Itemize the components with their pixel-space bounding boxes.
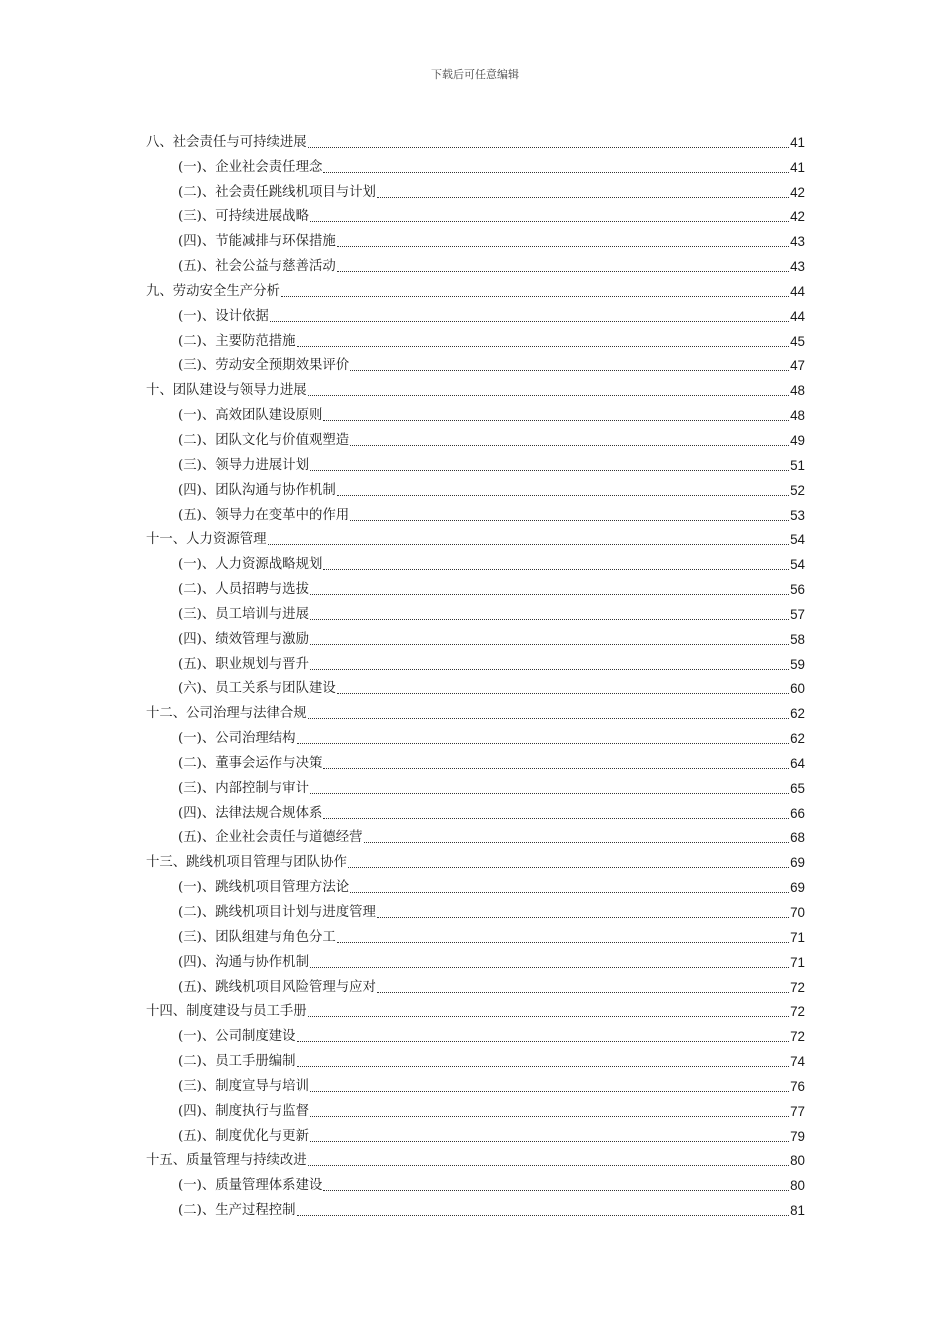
toc-dot-leader: [350, 892, 789, 893]
toc-page-number: 48: [790, 383, 805, 399]
toc-entry-title: (四)、节能减排与环保措施: [178, 234, 336, 250]
toc-entry-title: (三)、制度宣导与培训: [178, 1078, 309, 1094]
toc-entry-title: (三)、劳动安全预期效果评价: [178, 358, 350, 374]
toc-dot-leader: [323, 569, 789, 570]
toc-dot-leader: [350, 445, 789, 446]
toc-page-number: 43: [790, 259, 805, 275]
toc-dot-leader: [308, 147, 789, 148]
toc-dot-leader: [323, 1190, 789, 1191]
toc-section-entry[interactable]: [146, 972, 805, 997]
toc-page-number: 62: [790, 706, 805, 722]
toc-section-entry[interactable]: [146, 202, 805, 227]
toc-entry-title: (一)、企业社会责任理念: [178, 159, 323, 175]
toc-page-number: 44: [790, 308, 805, 324]
toc-page-number: 81: [790, 1203, 805, 1219]
toc-entry-title: (二)、团队文化与价值观塑造: [178, 432, 350, 448]
toc-dot-leader: [377, 197, 789, 198]
toc-dot-leader: [310, 594, 789, 595]
toc-entry-title: 十三、跳线机项目管理与团队协作: [146, 855, 347, 871]
toc-page-number: 60: [790, 681, 805, 697]
toc-entry-title: (三)、团队组建与角色分工: [178, 929, 336, 945]
toc-entry-title: (三)、内部控制与审计: [178, 780, 309, 796]
toc-chapter-entry[interactable]: [146, 698, 805, 723]
page-header: 下载后可任意编辑: [431, 68, 519, 81]
toc-page-number: 80: [790, 1178, 805, 1194]
toc-page-number: 71: [790, 954, 805, 970]
toc-page-number: 76: [790, 1078, 805, 1094]
toc-entry-title: (一)、跳线机项目管理方法论: [178, 880, 350, 896]
toc-chapter-entry[interactable]: [146, 847, 805, 872]
toc-chapter-entry[interactable]: [146, 375, 805, 400]
toc-dot-leader: [310, 470, 789, 471]
toc-dot-leader: [297, 743, 790, 744]
toc-dot-leader: [337, 693, 789, 694]
toc-page-number: 69: [790, 855, 805, 871]
toc-page-number: 54: [790, 532, 805, 548]
toc-entry-title: (三)、员工培训与进展: [178, 606, 309, 622]
toc-entry-title: (四)、制度执行与监督: [178, 1103, 309, 1119]
toc-dot-leader: [308, 718, 789, 719]
toc-section-entry[interactable]: [146, 624, 805, 649]
toc-section-entry[interactable]: [146, 400, 805, 425]
toc-entry-title: (四)、团队沟通与协作机制: [178, 482, 336, 498]
toc-page-number: 74: [790, 1054, 805, 1070]
toc-entry-title: (二)、跳线机项目计划与进度管理: [178, 905, 376, 920]
toc-page-number: 45: [790, 333, 805, 349]
toc-section-entry[interactable]: [146, 1195, 805, 1220]
toc-page-number: 71: [790, 929, 805, 945]
toc-section-entry[interactable]: [146, 500, 805, 525]
toc-entry-title: (四)、法律法规合规体系: [178, 805, 323, 821]
toc-section-entry[interactable]: [146, 1121, 805, 1146]
toc-entry-title: 九、劳动安全生产分析: [146, 283, 280, 299]
toc-dot-leader: [310, 221, 789, 222]
toc-section-entry[interactable]: [146, 549, 805, 574]
toc-entry-title: (一)、高效团队建设原则: [178, 408, 323, 424]
toc-page-number: 69: [790, 880, 805, 896]
toc-dot-leader: [310, 1091, 789, 1092]
toc-dot-leader: [377, 992, 789, 993]
toc-dot-leader: [270, 321, 789, 322]
toc-dot-leader: [297, 1066, 790, 1067]
toc-page-number: 58: [790, 631, 805, 647]
table-of-contents: [146, 127, 805, 1220]
toc-page-number: 64: [790, 755, 805, 771]
toc-section-entry[interactable]: [146, 351, 805, 376]
toc-dot-leader: [350, 370, 789, 371]
toc-section-entry[interactable]: [146, 1170, 805, 1195]
toc-page-number: 72: [790, 979, 805, 995]
toc-page-number: 51: [790, 457, 805, 473]
toc-page-number: 41: [790, 159, 805, 175]
toc-page-number: 49: [790, 432, 805, 448]
toc-section-entry[interactable]: [146, 450, 805, 475]
toc-section-entry[interactable]: [146, 425, 805, 450]
toc-dot-leader: [310, 669, 789, 670]
toc-dot-leader: [297, 1215, 790, 1216]
toc-section-entry[interactable]: [146, 152, 805, 177]
toc-section-entry[interactable]: [146, 823, 805, 848]
toc-section-entry[interactable]: [146, 674, 805, 699]
toc-chapter-entry[interactable]: [146, 1146, 805, 1171]
toc-dot-leader: [323, 818, 789, 819]
toc-section-entry[interactable]: [146, 872, 805, 897]
toc-dot-leader: [350, 520, 789, 521]
toc-entry-title: (一)、公司治理结构: [178, 731, 296, 747]
toc-section-entry[interactable]: [146, 649, 805, 674]
toc-page-number: 41: [790, 134, 805, 150]
toc-entry-title: (二)、董事会运作与决策: [178, 755, 323, 771]
toc-entry-title: (五)、职业规划与晋升: [178, 656, 309, 672]
toc-dot-leader: [323, 172, 789, 173]
toc-page-number: 48: [790, 408, 805, 424]
toc-dot-leader: [323, 420, 789, 421]
toc-page-number: 57: [790, 606, 805, 622]
toc-section-entry[interactable]: [146, 947, 805, 972]
toc-dot-leader: [308, 1165, 789, 1166]
toc-dot-leader: [348, 867, 789, 868]
toc-page-number: 62: [790, 731, 805, 747]
toc-section-entry[interactable]: [146, 897, 805, 922]
toc-chapter-entry[interactable]: [146, 525, 805, 550]
toc-entry-title: (五)、制度优化与更新: [178, 1128, 309, 1144]
toc-entry-title: (三)、领导力进展计划: [178, 457, 309, 473]
toc-section-entry[interactable]: [146, 1021, 805, 1046]
toc-chapter-entry[interactable]: [146, 276, 805, 301]
toc-section-entry[interactable]: [146, 475, 805, 500]
toc-dot-leader: [297, 1041, 790, 1042]
toc-page-number: 53: [790, 507, 805, 523]
toc-entry-title: (二)、生产过程控制: [178, 1203, 296, 1219]
toc-section-entry[interactable]: [146, 326, 805, 351]
toc-entry-title: 十一、人力资源管理: [146, 532, 267, 548]
toc-section-entry[interactable]: [146, 773, 805, 798]
toc-dot-leader: [337, 495, 789, 496]
toc-page-number: 47: [790, 358, 805, 374]
toc-page-number: 42: [790, 209, 805, 225]
toc-entry-title: (二)、员工手册编制: [178, 1054, 296, 1070]
toc-page-number: 80: [790, 1153, 805, 1169]
toc-page-number: 72: [790, 1004, 805, 1020]
toc-page-number: 44: [790, 283, 805, 299]
toc-section-entry[interactable]: [146, 922, 805, 947]
toc-section-entry[interactable]: [146, 1046, 805, 1071]
toc-dot-leader: [377, 917, 789, 918]
toc-dot-leader: [308, 1016, 789, 1017]
toc-entry-title: (一)、公司制度建设: [178, 1029, 296, 1045]
toc-section-entry[interactable]: [146, 574, 805, 599]
toc-dot-leader: [310, 1116, 789, 1117]
toc-entry-title: 十二、公司治理与法律合规: [146, 706, 307, 722]
toc-page-number: 52: [790, 482, 805, 498]
toc-dot-leader: [310, 644, 789, 645]
toc-dot-leader: [323, 768, 789, 769]
toc-page-number: 65: [790, 780, 805, 796]
toc-page-number: 43: [790, 234, 805, 250]
toc-dot-leader: [310, 793, 789, 794]
toc-entry-title: 十五、质量管理与持续改进: [146, 1153, 307, 1169]
toc-entry-title: (四)、沟通与协作机制: [178, 954, 309, 970]
toc-section-entry[interactable]: [146, 226, 805, 251]
toc-entry-title: 八、社会责任与可持续进展: [146, 134, 307, 150]
toc-dot-leader: [281, 296, 789, 297]
toc-entry-title: (五)、领导力在变革中的作用: [178, 507, 350, 523]
toc-section-entry[interactable]: [146, 301, 805, 326]
toc-page-number: 54: [790, 557, 805, 573]
toc-dot-leader: [268, 544, 790, 545]
toc-section-entry[interactable]: [146, 1071, 805, 1096]
toc-page-number: 70: [790, 905, 805, 920]
toc-entry-title: (五)、社会公益与慈善活动: [178, 259, 336, 275]
toc-dot-leader: [308, 395, 789, 396]
toc-page-number: 42: [790, 184, 805, 200]
toc-page-number: 59: [790, 656, 805, 672]
toc-entry-title: (一)、设计依据: [178, 308, 269, 324]
toc-entry-title: (四)、绩效管理与激励: [178, 631, 309, 647]
toc-entry-title: (一)、人力资源战略规划: [178, 557, 323, 573]
toc-entry-title: (五)、跳线机项目风险管理与应对: [178, 979, 376, 995]
toc-page-number: 68: [790, 830, 805, 846]
toc-section-entry[interactable]: [146, 798, 805, 823]
toc-section-entry[interactable]: [146, 177, 805, 202]
toc-dot-leader: [297, 346, 790, 347]
toc-chapter-entry[interactable]: [146, 997, 805, 1022]
toc-entry-title: (五)、企业社会责任与道德经营: [178, 830, 363, 846]
toc-page-number: 77: [790, 1103, 805, 1119]
toc-dot-leader: [337, 246, 789, 247]
toc-entry-title: (二)、人员招聘与选拔: [178, 582, 309, 598]
toc-dot-leader: [337, 271, 789, 272]
toc-chapter-entry[interactable]: [146, 127, 805, 152]
toc-entry-title: (一)、质量管理体系建设: [178, 1178, 323, 1194]
toc-entry-title: 十、团队建设与领导力进展: [146, 383, 307, 399]
toc-entry-title: (六)、员工关系与团队建设: [178, 681, 336, 697]
toc-section-entry[interactable]: [146, 251, 805, 276]
toc-entry-title: (二)、主要防范措施: [178, 333, 296, 349]
toc-dot-leader: [364, 842, 790, 843]
toc-section-entry[interactable]: [146, 723, 805, 748]
toc-page-number: 56: [790, 582, 805, 598]
toc-section-entry[interactable]: [146, 599, 805, 624]
toc-page-number: 79: [790, 1128, 805, 1144]
toc-entry-title: (二)、社会责任跳线机项目与计划: [178, 184, 376, 200]
toc-section-entry[interactable]: [146, 748, 805, 773]
toc-entry-title: (三)、可持续进展战略: [178, 209, 309, 225]
toc-page-number: 66: [790, 805, 805, 821]
toc-dot-leader: [310, 1141, 789, 1142]
toc-dot-leader: [310, 619, 789, 620]
toc-page-number: 72: [790, 1029, 805, 1045]
toc-section-entry[interactable]: [146, 1096, 805, 1121]
toc-dot-leader: [310, 967, 789, 968]
toc-entry-title: 十四、制度建设与员工手册: [146, 1004, 307, 1020]
toc-dot-leader: [337, 942, 789, 943]
